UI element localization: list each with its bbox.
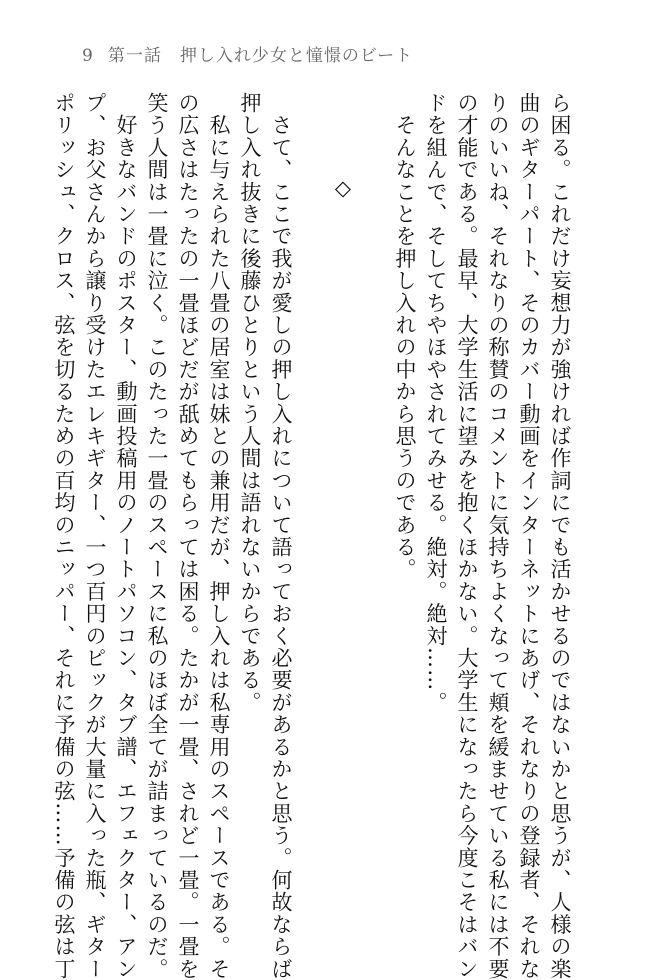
chapter-title: 第一話 押し入れ少女と憧憬のビート [107, 46, 414, 66]
text-line: の広さはたったの一畳ほどだが舐めてもらっては困る。たかが一畳、されど一畳。一畳を [176, 92, 200, 980]
text-line: 好きなバンドのポスター、動画投稿用のノートパソコン、タブ譜、エフェクター、アン [114, 92, 138, 980]
text-line: そんなことを押し入れの中から思うのである。 [393, 92, 417, 581]
page-number: 9 [82, 46, 94, 66]
text-line: りのいいね、それなりの称賛のコメントに気持ちよくなって頬を緩ませている私には不要 [486, 92, 510, 980]
vertical-body-text [48, 92, 575, 980]
scene-break-diamond: ◇ [331, 176, 355, 202]
text-line: の才能である。最早、大学生活に望みを抱くほかない。大学生になったら今度こそはバン [455, 92, 479, 980]
text-line: 押し入れ抜きに後藤ひとりという人間は語れないからである。 [238, 92, 262, 714]
running-header [82, 41, 413, 66]
blank-line [296, 92, 327, 832]
text-line: 笑う人間は一畳に泣く。このたった一畳のスペースに私のほぼ全てが詰まっているのだ。 [145, 92, 169, 980]
text-line: ポリッシュ、クロス、弦を切るための百均のニッパー、それに予備の弦……予備の弦は丁 [52, 92, 76, 980]
text-line: 私に与えられた八畳の居室は妹との兼用だが、押し入れは私専用のスペースである。そ [207, 92, 231, 980]
text-line: ら困る。これだけ妄想力が強ければ作詞にでも活かせるのではないかと思うが、人様の楽 [548, 92, 572, 980]
text-line: さて、ここで我が愛しの押し入れについて語っておく必要があるかと思う。何故ならば [269, 92, 293, 980]
blank-line [358, 92, 389, 832]
text-line: プ、お父さんから譲り受けたエレキギター、一つ百円のピックが大量に入った瓶、ギター [83, 92, 107, 980]
text-line: 曲のギターパート、そのカバー動画をインターネットにあげ、それなりの登録者、それな [517, 92, 541, 980]
text-line: ドを組んで、そしてちやほやされてみせる。絶対。絶対……。 [424, 92, 448, 714]
